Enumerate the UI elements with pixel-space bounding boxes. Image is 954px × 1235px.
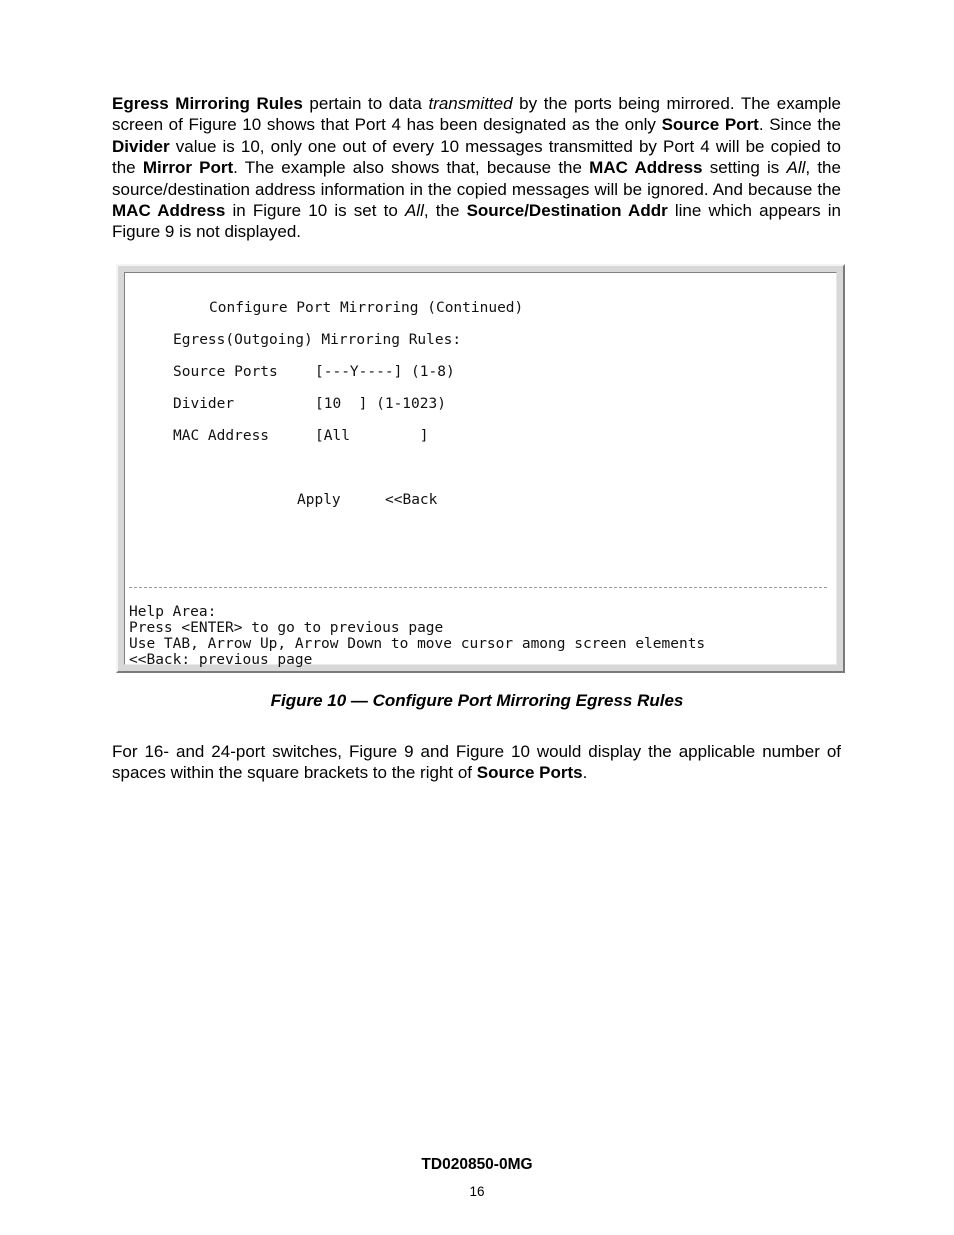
text-run: For 16- and 24-port switches, Figure 9 and Figure 10 would display the applicable number of spaces within the square brackets to the right of [112,742,841,783]
figure-caption: Figure 10 — Configure Port Mirroring Egress Rules [270,691,684,710]
term-source-destination-addr: Source/Destination Addr [466,201,668,221]
source-ports-field[interactable]: [---Y----] (1-8) [315,364,455,380]
apply-button[interactable]: Apply [297,492,341,508]
text-run: setting is [702,158,787,178]
mac-address-field[interactable]: [All ] [315,428,429,444]
help-line: Use TAB, Arrow Up, Arrow Down to move cursor among screen elements [129,636,706,652]
term-transmitted: transmitted [428,94,513,113]
note-paragraph [112,741,841,784]
help-line: <<Back: previous page [129,652,313,668]
text-run: pertain to data [302,94,429,113]
term-source-ports: Source Ports [476,763,583,783]
text-run: , the source/destination address information in the copied messages will be ignored. And because the [112,158,841,199]
text-run: . The example also shows that, because the [233,158,590,178]
document-id: TD020850-0MG [421,1156,533,1173]
section-heading: Egress(Outgoing) Mirroring Rules: [173,332,462,348]
text-run: value is 10, only one out of every 10 messages transmitted by Port 4 will be copied to the [112,136,841,178]
text-run: . Since the [758,115,842,135]
term-egress-mirroring-rules: Egress Mirroring Rules [112,94,303,113]
term-mirror-port: Mirror Port [142,158,234,178]
text-run: . [582,763,588,783]
help-line: Press <ENTER> to go to previous page [129,620,444,636]
mac-address-label: MAC Address [173,428,270,444]
source-ports-label: Source Ports [173,364,278,380]
help-title: Help Area: [129,604,217,620]
divider-label: Divider [173,396,235,412]
text-run: by the ports being mirrored. The example screen of Figure 10 shows that Port 4 has been designated as the only [112,94,841,135]
page-number: 16 [469,1184,485,1199]
text-run: line which appears in Figure 9 is not displayed. [112,201,841,242]
term-all: All [786,158,806,178]
intro-paragraph [112,93,841,243]
term-all: All [404,201,424,221]
term-divider: Divider [112,136,170,156]
terminal-screen [124,272,837,668]
text-run: , the [423,201,467,221]
back-button[interactable]: <<Back [385,492,438,508]
term-mac-address: MAC Address [589,158,703,178]
help-separator [129,587,827,588]
term-mac-address: MAC Address [112,201,226,221]
term-source-port: Source Port [661,115,759,135]
divider-field[interactable]: [10 ] (1-1023) [315,396,446,412]
screen-title: Configure Port Mirroring (Continued) [209,300,524,316]
terminal-screenshot-frame [116,264,845,673]
text-run: in Figure 10 is set to [225,201,405,221]
